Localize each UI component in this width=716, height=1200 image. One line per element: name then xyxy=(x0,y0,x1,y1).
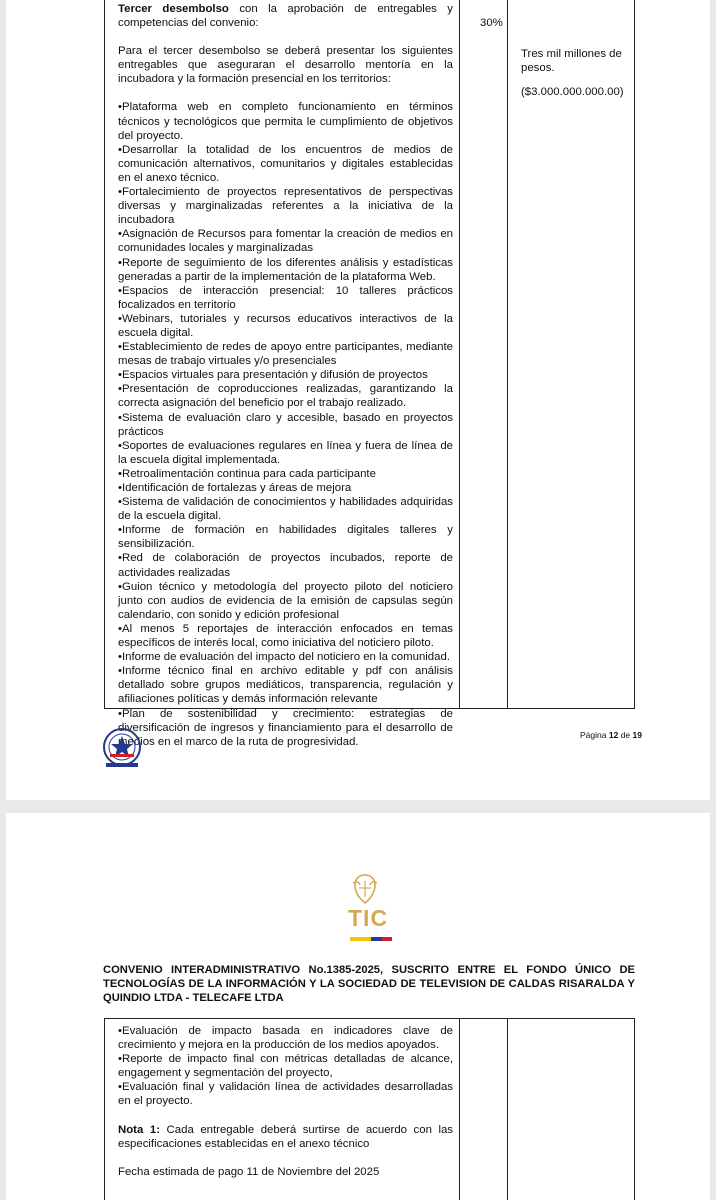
deliverables-continued-content xyxy=(118,1024,453,1179)
list-item: •Asignación de Recursos para fomentar la creación de medios en comunidades locales y marginalizadas xyxy=(118,228,453,255)
list-item: •Webinars, tutoriales y recursos educativos interactivos de la escuela digital. xyxy=(118,312,453,339)
flag-stripe xyxy=(350,937,392,941)
list-item: •Evaluación final y validación línea de actividades desarrolladas en el proyecto. xyxy=(118,1081,453,1108)
list-item: •Informe de formación en habilidades digitales talleres y sensibilización. xyxy=(118,524,453,551)
payment-date: Fecha estimada de pago 11 de Noviembre del 2025 xyxy=(118,1165,380,1178)
list-item: •Desarrollar la totalidad de los encuentros de medios de comunicación alternativos, comunitarios y digitales establecidas en el anexo técnico. xyxy=(118,143,453,184)
disbursement-title: Tercer desembolso xyxy=(118,3,229,15)
tic-logo-text: TIC xyxy=(348,905,389,931)
list-item: •Evaluación de impacto basada en indicadores clave de crecimiento y mejora en la producción de los medios apoyados. xyxy=(118,1025,453,1052)
list-item: •Plan de sostenibilidad y crecimiento: estrategias de diversificación de ingresos y financiamiento para el desarrollo de medios en el marco de la ruta de progresividad. xyxy=(118,707,453,748)
footer-label: Página xyxy=(580,730,609,740)
list-item: •Establecimiento de redes de apoyo entre participantes, mediante mesas de trabajo virtuales y/o presenciales xyxy=(118,341,453,368)
list-item: •Sistema de validación de conocimientos y habilidades adquiridas de la escuela digital. xyxy=(118,496,453,523)
agreement-heading: CONVENIO INTERADMINISTRATIVO No.1385-2025, SUSCRITO ENTRE EL FONDO ÚNICO DE TECNOLOGÍAS DE LA INFORMACIÓN Y LA SOCIEDAD DE TELEVISION DE CALDAS RISARALDA Y QUINDIO LTDA - TELECAFE LTDA xyxy=(103,964,635,1004)
deliverables-list-continued xyxy=(118,1024,453,1109)
list-item: •Presentación de coproducciones realizadas, garantizando la correcta asignación del beneficio por el trabajo realizado. xyxy=(118,383,453,410)
amount-words: Tres mil millones de pesos. xyxy=(521,48,622,74)
table-cell-deliverables xyxy=(104,0,460,748)
list-item: •Espacios virtuales para presentación y difusión de proyectos xyxy=(118,369,428,382)
list-item: •Reporte de seguimiento de los diferentes análisis y estadísticas generadas a partir de la implementación de la plataforma Web. xyxy=(118,256,453,283)
document-page-13 xyxy=(6,813,710,1200)
disbursement-intro-text: con la aprobación de entregables y competencias del convenio: xyxy=(118,3,453,30)
table-cell-percentage-continued xyxy=(459,1018,508,1200)
list-item: •Reporte de impacto final con métricas detalladas de alcance, engagement y segmentación del proyecto, xyxy=(118,1053,453,1080)
note-label: Nota 1: xyxy=(118,1123,160,1136)
institution-seal-icon xyxy=(100,727,144,771)
list-item: •Plataforma web en completo funcionamiento en términos técnicos y tecnológicos que permita le cumplimiento de objetivos del proyecto. xyxy=(118,101,453,142)
disbursement-paragraph: Para el tercer desembolso se deberá presentar los siguientes entregables que aseguraran el desarrollo mentoría en la incubadora y la formación presencial en los territorios: xyxy=(118,45,453,86)
list-item: •Guion técnico y metodología del proyecto piloto del noticiero junto con audios de evidencia de la emisión de capsulas según calendario, con sonido y edición profesional xyxy=(118,580,453,621)
table-cell-deliverables-continued xyxy=(104,1018,460,1200)
list-item: •Informe técnico final en archivo editable y pdf con análisis detallado sobre grupos mediáticos, transparencia, regulación y afiliaciones políticas y demás información relevante xyxy=(118,665,453,706)
list-item: •Al menos 5 reportajes de interacción enfocados en temas específicos de interés local, como iniciativa del noticiero piloto. xyxy=(118,622,453,650)
disbursement-intro xyxy=(118,2,453,30)
note-text: Cada entregable deberá surtirse de acuerdo con las especificaciones establecidas en el anexo técnico xyxy=(118,1123,454,1150)
list-item: •Red de colaboración de proyectos incubados, reporte de actividades realizadas xyxy=(118,552,453,579)
note-1 xyxy=(118,1123,453,1151)
list-item: •Identificación de fortalezas y áreas de mejora xyxy=(118,482,352,494)
list-item: •Sistema de evaluación claro y accesible, basado en proyectos prácticos xyxy=(118,411,453,438)
document-page-12 xyxy=(6,0,710,800)
list-item: •Informe de evaluación del impacto del noticiero en la comunidad. xyxy=(118,651,450,664)
coat-of-arms-icon xyxy=(350,873,380,905)
list-item: •Soportes de evaluaciones regulares en línea y fuera de línea de la escuela digital implementada. xyxy=(118,439,453,466)
footer-total-pages: 19 xyxy=(632,730,642,740)
deliverables-content xyxy=(118,2,453,749)
list-item: •Espacios de interacción presencial: 10 talleres prácticos focalizados en territorio xyxy=(118,284,453,311)
footer-of: de xyxy=(618,730,633,740)
list-item: •Fortalecimiento de proyectos representativos de perspectivas diversas y marginalizadas referentes a la iniciativa de la incubadora xyxy=(118,186,453,227)
footer-current-page: 12 xyxy=(608,730,619,740)
percentage-value: 30% xyxy=(480,17,503,29)
deliverables-list xyxy=(118,100,453,748)
page-footer xyxy=(580,730,642,740)
table-cell-amount-continued xyxy=(507,1018,635,1200)
list-item: •Retroalimentación continua para cada participante xyxy=(118,467,376,480)
table-cell-amount xyxy=(507,0,635,709)
table-cell-percentage xyxy=(459,0,508,709)
amount-number: ($3.000.000.000.00) xyxy=(521,86,624,98)
